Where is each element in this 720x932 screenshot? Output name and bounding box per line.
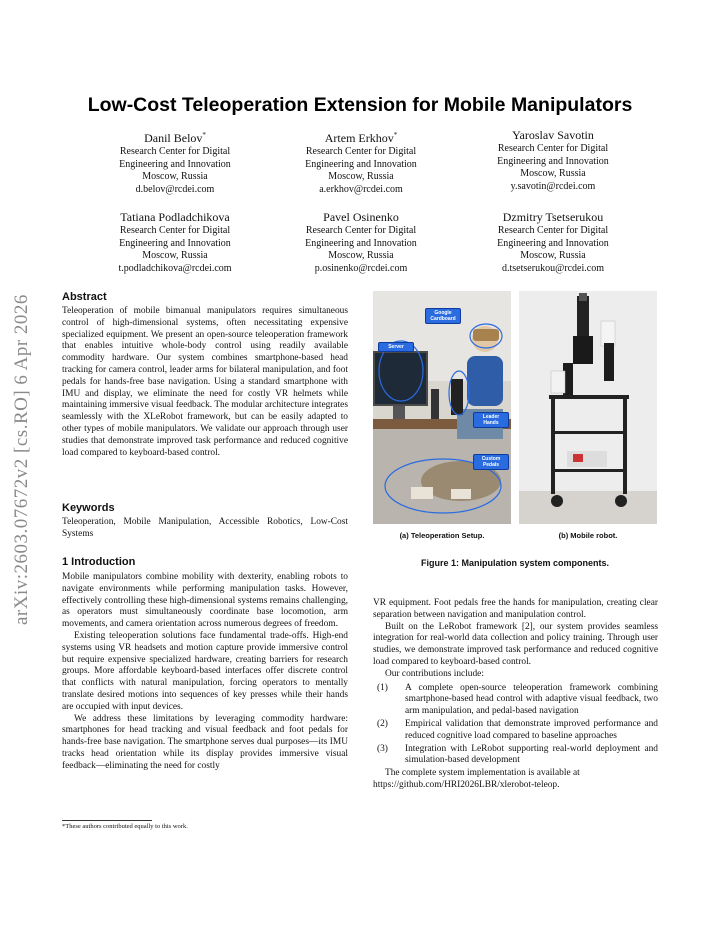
intro-paragraph-2: Existing teleoperation solutions face fundamental trade-offs. High-end systems using VR headsets and motion capture provide immersive control but require expensive specialized hardware, creating barriers for research groups. More affordable keyboard-based interfaces offer discrete control that conflicts with natural manipulation, forcing operators to mentally translate desired motions into sequences of key presses while their hands are occupied with input devices. <box>62 630 348 712</box>
abstract-heading: Abstract <box>62 291 107 303</box>
author-email: d.belov@rcdei.com <box>135 183 215 195</box>
author-block <box>468 210 638 275</box>
author-city: Moscow, Russia <box>520 168 586 180</box>
author-city: Moscow, Russia <box>328 171 394 183</box>
label-custom-pedals: Custom Pedals <box>473 454 509 470</box>
author-block <box>276 128 446 196</box>
author-email: p.osinenko@rcdei.com <box>314 262 408 274</box>
arxiv-stamp: arXiv:2603.07672v2 [cs.RO] 6 Apr 2026 <box>11 294 32 625</box>
label-leader-hands: Leader Hands <box>473 412 509 428</box>
author-affiliation: Engineering and Innovation <box>119 237 231 249</box>
author-city: Moscow, Russia <box>520 250 586 262</box>
author-affiliation: Engineering and Innovation <box>119 158 231 170</box>
author-affiliation: Research Center for Digital <box>305 225 417 236</box>
intro-text <box>62 572 348 773</box>
author-name: Yaroslav Savotin <box>512 128 594 142</box>
mobile-robot-image <box>519 291 657 524</box>
author-block <box>276 210 446 275</box>
author-name: Tatiana Podladchikova <box>120 210 230 224</box>
list-item-text: A complete open-source teleoperation framework combining smartphone-based head control with adaptive visual feedback, two arm manipulation, and pedal-based navigation <box>405 682 658 717</box>
contributions-list <box>373 683 658 768</box>
list-item-text: Empirical validation that demonstrate improved performance and reduced cognitive load compared to baseline approaches <box>405 718 658 741</box>
intro-heading: 1 Introduction <box>62 556 136 568</box>
author-block <box>468 128 638 193</box>
right-paragraph-4: The complete system implementation is available at https://github.com/HRI2026LBR/xlerobot-teleop. <box>373 768 580 790</box>
keywords-paragraph: Teleoperation, Mobile Manipulation, Accessible Robotics, Low-Cost Systems <box>62 517 348 539</box>
author-affiliation: Research Center for Digital <box>305 146 417 157</box>
mobile-robot-photo <box>519 291 657 524</box>
author-email: t.podladchikova@rcdei.com <box>118 262 232 274</box>
right-paragraph-1: VR equipment. Foot pedals free the hands for manipulation, creating clear separation between navigation and manipulation control. <box>373 598 658 620</box>
label-google-cardboard: Google Cardboard <box>425 308 461 324</box>
author-affiliation: Research Center for Digital <box>497 143 609 154</box>
paper-title: Low-Cost Teleoperation Extension for Mobile Manipulators <box>87 94 633 116</box>
author-affiliation: Engineering and Innovation <box>497 155 609 167</box>
list-item-number: (2) <box>377 718 388 729</box>
subcaption-a: (a) Teleoperation Setup. <box>399 531 485 540</box>
list-item-number: (3) <box>377 743 388 754</box>
list-item-text: Integration with LeRobot supporting real-world deployment and simulation-based development <box>405 743 658 766</box>
author-affiliation: Engineering and Innovation <box>305 237 417 249</box>
author-city: Moscow, Russia <box>142 250 208 262</box>
footnote: *These authors contributed equally to this work. <box>62 823 188 830</box>
teleoperation-setup-photo <box>373 291 511 524</box>
keywords-heading: Keywords <box>62 502 115 514</box>
author-name: Pavel Osinenko <box>323 210 399 224</box>
right-paragraph-3: Our contributions include: <box>385 668 484 679</box>
figure-caption: Figure 1: Manipulation system components. <box>420 558 610 568</box>
intro-paragraph-3: We address these limitations by leveraging commodity hardware: smartphones for head tracking and visual feedback and foot pedals for hands-free base navigation. The smartphone serves dual purposes—its IMU tracks head orientation while its display provides immersive visual feedback—eliminating the need for costly <box>62 713 348 771</box>
list-item-number: (1) <box>377 682 388 693</box>
author-email: d.tsetserukou@rcdei.com <box>502 262 604 274</box>
list-item <box>373 744 658 768</box>
teleoperation-setup-image <box>373 291 511 524</box>
label-server: Server <box>378 342 414 352</box>
author-affiliation: Research Center for Digital <box>119 146 231 157</box>
keywords-text <box>62 517 348 541</box>
author-email: a.erkhov@rcdei.com <box>319 183 403 195</box>
right-paragraph-2: Built on the LeRobot framework [2], our system provides seamless integration for real-world data collection and policy training. Through user studies, we demonstrate improved task performance and reduced cognitive load compared to keyboard-based control. <box>373 621 658 667</box>
right-column-text <box>373 598 658 792</box>
intro-paragraph-1: Mobile manipulators combine mobility with dexterity, enabling robots to navigate environments while performing manipulation tasks. However, effectively controlling these high-dimensional systems remains challenging, as operators must simultaneously coordinate base locomotion, arm movements, and camera orientation across numerous degrees of freedom. <box>62 572 348 630</box>
author-affiliation: Research Center for Digital <box>497 225 609 236</box>
author-affiliation: Engineering and Innovation <box>497 237 609 249</box>
author-mark: * <box>202 131 206 139</box>
list-item <box>373 719 658 743</box>
author-city: Moscow, Russia <box>142 171 208 183</box>
author-name: Dzmitry Tsetserukou <box>502 210 604 224</box>
author-city: Moscow, Russia <box>328 250 394 262</box>
author-affiliation: Research Center for Digital <box>119 225 231 236</box>
author-block <box>90 210 260 275</box>
list-item <box>373 683 658 718</box>
author-affiliation: Engineering and Innovation <box>305 158 417 170</box>
author-email: y.savotin@rcdei.com <box>510 180 596 192</box>
footnote-rule <box>62 820 152 821</box>
author-name: Danil Belov <box>144 131 203 145</box>
abstract-text <box>62 306 348 459</box>
author-mark: * <box>393 131 398 139</box>
author-block <box>90 128 260 196</box>
author-name: Artem Erkhov <box>324 131 394 145</box>
subcaption-b: (b) Mobile robot. <box>558 531 618 540</box>
abstract-paragraph: Teleoperation of mobile bimanual manipulators requires simultaneous control of high-dimensional systems, often necessitating expensive specialized equipment. We present an open-source teleoperation framework that enables intuitive whole-body control using readily available commodity hardware. Our system combines smartphone-based head tracking for camera control, leader arms for bilateral manipulation, and foot pedals for hands-free base navigation. Using a standard smartphone with IMU and display, we eliminate the need for costly VR helmets while maintaining immersive visual feedback. The modular architecture integrates seamlessly with the XLeRobot framework, but can be easily adapted to other types of mobile manipulators. We validate our approach through user studies that demonstrate improved task performance and reduced cognitive load compared to keyboard-based control. <box>62 306 348 458</box>
